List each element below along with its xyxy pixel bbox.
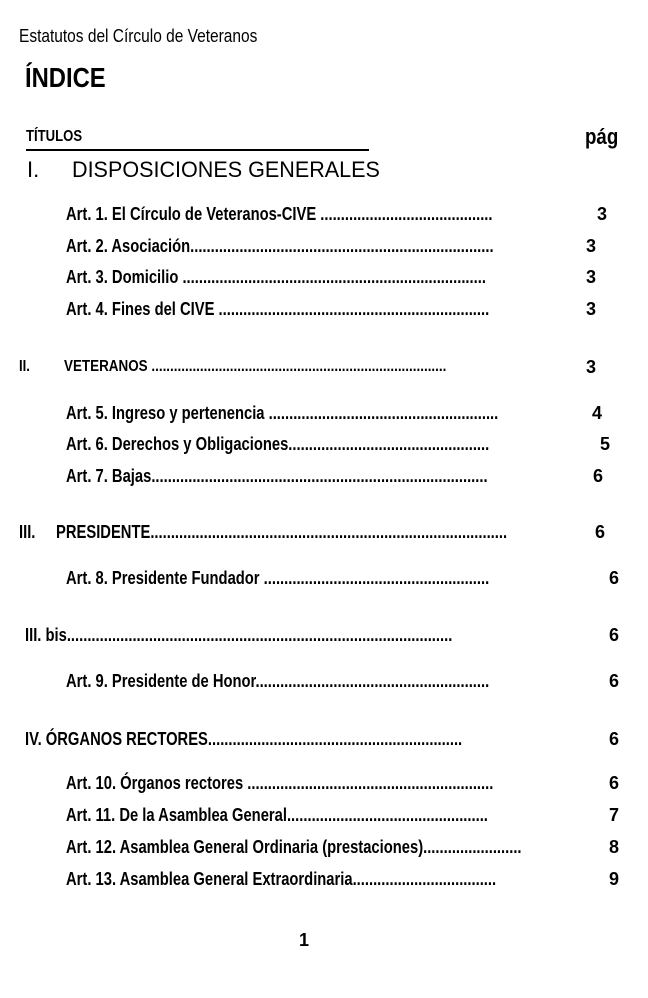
toc-entry-art-7[interactable]	[66, 466, 580, 487]
toc-entry-page: 3	[586, 267, 597, 287]
toc-section-iii-bis[interactable]	[25, 625, 546, 646]
toc-section-iii[interactable]	[56, 522, 606, 543]
titles-column-label-text: TÍTULOS	[26, 128, 83, 145]
titles-column-label	[26, 128, 94, 146]
toc-entry-art-12[interactable]	[66, 837, 622, 858]
toc-entry-text: Art. 8. Presidente Fundador .......................................................	[66, 568, 490, 588]
toc-entry-page: 8	[609, 837, 620, 857]
section-ii-roman	[19, 358, 32, 376]
index-title	[25, 62, 120, 94]
section-iii-page: 6	[595, 522, 606, 542]
toc-entry-text: Art. 12. Asamblea General Ordinaria (prestaciones)........................	[66, 837, 522, 857]
toc-entry-page: 3	[586, 299, 597, 319]
section-iii-bis-page: 6	[609, 625, 620, 645]
toc-entry-text: Art. 10. Órganos rectores ............................................................	[66, 773, 494, 793]
toc-entry-page: 6	[609, 773, 620, 793]
page-column-label-text: pág	[585, 124, 619, 149]
section-iv-title: IV. ÓRGANOS RECTORES..............................................................	[25, 729, 463, 749]
titles-underline	[26, 149, 369, 151]
section-iii-title: PRESIDENTE.......................................................................................	[56, 522, 508, 542]
index-title-text: ÍNDICE	[25, 62, 106, 93]
toc-entry-text: Art. 4. Fines del CIVE ..................................................................	[66, 299, 490, 319]
toc-entry-art-6[interactable]	[66, 434, 582, 455]
toc-entry-art-11[interactable]	[66, 805, 581, 826]
toc-section-ii[interactable]	[64, 358, 519, 376]
toc-section-i[interactable]	[72, 157, 386, 183]
section-iii-roman	[19, 522, 39, 543]
page-column-label	[585, 124, 624, 150]
toc-entry-text: Art. 2. Asociación..........................................................................	[66, 236, 494, 256]
toc-entry-art-9[interactable]	[66, 671, 582, 692]
toc-entry-art-10[interactable]	[66, 773, 587, 794]
section-iii-bis-title: III. bis..............................................................................................	[25, 625, 453, 645]
toc-entry-page: 3	[586, 236, 597, 256]
section-ii-roman-text: II.	[19, 358, 30, 375]
toc-entry-art-5[interactable]	[66, 403, 593, 424]
toc-entry-page: 7	[609, 805, 620, 825]
running-header-text: Estatutos del Círculo de Veteranos	[19, 26, 258, 46]
toc-entry-page: 5	[600, 434, 611, 454]
toc-entry-text: Art. 5. Ingreso y pertenencia ........................................................	[66, 403, 499, 423]
toc-entry-page: 6	[609, 671, 620, 691]
section-i-roman-text: I.	[27, 157, 40, 182]
toc-entry-text: Art. 7. Bajas..................................................................................	[66, 466, 488, 486]
section-ii-title: VETERANOS ...............................................................................	[64, 358, 447, 375]
toc-entry-art-3[interactable]	[66, 267, 578, 288]
section-i-title: DISPOSICIONES GENERALES	[72, 157, 380, 182]
toc-entry-text: Art. 6. Derechos y Obligaciones.................................................	[66, 434, 490, 454]
section-iii-roman-text: III.	[19, 522, 36, 542]
toc-entry-art-2[interactable]	[66, 236, 587, 257]
toc-entry-page: 4	[592, 403, 603, 423]
section-i-roman	[27, 157, 39, 183]
toc-section-iv[interactable]	[25, 729, 558, 750]
toc-entry-page: 6	[609, 568, 620, 588]
toc-entry-page: 9	[609, 869, 620, 889]
toc-entry-art-8[interactable]	[66, 568, 582, 589]
page-number: 1	[299, 930, 310, 950]
toc-entry-page: 3	[597, 204, 608, 224]
toc-entry-text: Art. 11. De la Asamblea General.................................................	[66, 805, 488, 825]
running-header	[19, 26, 296, 47]
toc-entry-text: Art. 1. El Círculo de Veteranos-CIVE ..........................................	[66, 204, 493, 224]
toc-entry-art-1[interactable]	[66, 204, 586, 225]
toc-entry-art-13[interactable]	[66, 869, 591, 890]
toc-entry-art-4[interactable]	[66, 299, 582, 320]
toc-entry-text: Art. 3. Domicilio ..........................................................................	[66, 267, 486, 287]
toc-entry-page: 6	[593, 466, 604, 486]
toc-entry-text: Art. 13. Asamblea General Extraordinaria...................................	[66, 869, 497, 889]
section-ii-page: 3	[586, 357, 597, 377]
toc-entry-text: Art. 9. Presidente de Honor.........................................................	[66, 671, 490, 691]
section-iv-page: 6	[609, 729, 620, 749]
